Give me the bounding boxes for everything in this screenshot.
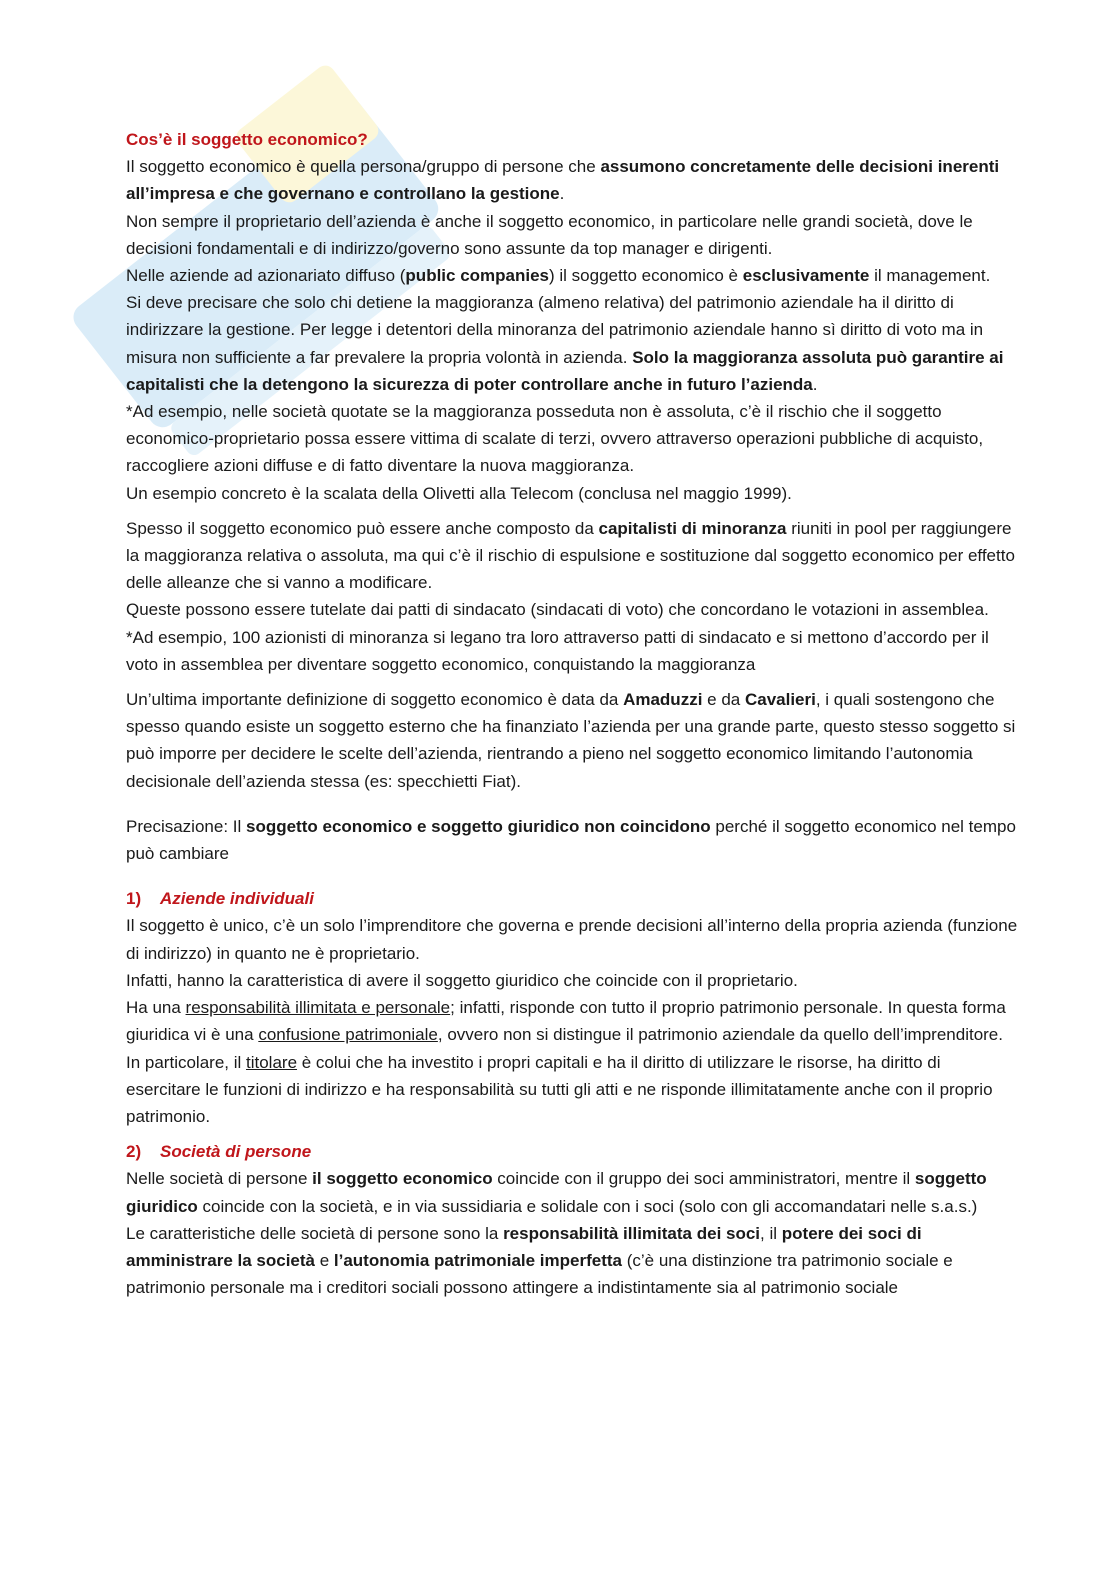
page-title: Cos’è il soggetto economico?: [126, 130, 368, 149]
paragraph-titolare: [126, 1049, 1018, 1131]
paragraph-example-shareholders: *Ad esempio, 100 azionisti di minoranza si legano tra loro attraverso patti di sindacato e si mettono d’accordo per il voto in assemblea per diventare soggetto economico, conquistando la maggioranza: [126, 627, 989, 674]
text-span: il management.: [869, 266, 991, 286]
paragraph-syndicate: Queste possono essere tutelate dai patti di sindacato (sindacati di voto) che concordano le votazioni in assemblea.: [126, 600, 989, 620]
text-span: Spesso il soggetto economico può essere anche composto da: [126, 518, 599, 538]
text-span: .: [812, 374, 818, 394]
text-span: Si deve precisare che solo chi detiene la maggioranza (almeno relativa) del patrimonio aziendale ha il diritto di indirizzare la gestione. Per legge i detentori della minoranza del patrimonio aziendale hanno sì diritto di voto ma in misura non sufficiente a far prevalere la propria volontà in azienda.: [126, 293, 984, 367]
text-span: Le caratteristiche delle società di persone sono la: [126, 1223, 504, 1243]
text-span: perché il soggetto economico nel tempo può cambiare: [126, 816, 1016, 864]
section-number: 2): [126, 1142, 142, 1162]
text-span: , i quali sostengono che spesso quando esiste un soggetto esterno che ha finanziato l’azienda per una grande parte, questo stesso soggetto si può imporre per decidere le scelte dell’azienda, rientrando a pieno nel soggetto economico limitando l’autonomia decisionale dell’azienda stessa (es: specchietti Fiat).: [126, 690, 1016, 791]
paragraph-amaduzzi-cavalieri: [126, 686, 1018, 795]
document-content: [126, 126, 1018, 1301]
section-title: Società di persone: [160, 1142, 312, 1162]
text-span: coincide con la società, e in via sussidiaria e solidale con i soci (solo con gli accomandatari nelle s.a.s.): [197, 1196, 978, 1216]
text-span: ) il soggetto economico è: [549, 266, 743, 286]
bold-text: capitalisti di minoranza: [598, 518, 787, 538]
paragraph-sole-owner: Il soggetto è unico, c’è un solo l’imprenditore che governa e prende decisioni all’interno della propria azienda (funzione di indirizzo) in quanto ne è proprietario.: [126, 916, 1018, 963]
text-span: , ovvero non si distingue il patrimonio aziendale da quello dell’imprenditore.: [437, 1025, 1003, 1045]
text-span: (c’è una distinzione tra patrimonio sociale e patrimonio personale ma i creditori sociali possono attingere a indistintamente sia al patrimonio sociale: [126, 1250, 953, 1298]
paragraph-ownership: Non sempre il proprietario dell’azienda è anche il soggetto economico, in particolare nelle grandi società, dove le decisioni fondamentali e di indirizzo/governo sono assunte da top manager e dirigenti.: [126, 211, 973, 258]
underlined-text: titolare: [246, 1052, 298, 1072]
paragraph-precisazione: [126, 813, 1018, 867]
bold-text: potere dei soci di amministrare la società: [126, 1223, 922, 1270]
text-span: è colui che ha investito i propri capitali e ha il diritto di utilizzare le risorse, ha diritto di esercitare le funzioni di indirizzo e ha responsabilità su tutti gli atti e ne risponde illimitatamente anche con il proprio patrimonio.: [126, 1052, 993, 1126]
text-span: , il: [760, 1223, 782, 1243]
text-span: Un’ultima importante definizione di soggetto economico è data da: [126, 690, 624, 710]
text-span: Ha una: [126, 998, 186, 1018]
text-span: riuniti in pool per raggiungere la maggioranza relativa o assoluta, ma qui c’è il rischio di espulsione e sostituzione dal soggetto economico per effetto delle alleanze che si vanno a modificare.: [126, 518, 1015, 593]
text-span: e da: [702, 690, 745, 710]
section-heading-societa-di-persone: [126, 1138, 1018, 1165]
bold-text: l’autonomia patrimoniale imperfetta: [333, 1250, 622, 1270]
paragraph-liability: [126, 994, 1018, 1048]
text-span: .: [559, 184, 565, 204]
text-span: In particolare, il: [126, 1052, 246, 1072]
text-span: e: [314, 1250, 334, 1270]
bold-text: assumono concretamente delle decisioni inerenti all’impresa e che governano e controllano la gestione: [126, 157, 1000, 204]
paragraph-public-companies: [126, 262, 1018, 289]
underlined-text: responsabilità illimitata e personale: [185, 998, 451, 1018]
paragraph-caratteristiche: [126, 1220, 1018, 1302]
paragraph-example-olivetti: Un esempio concreto è la scalata della Olivetti alla Telecom (conclusa nel maggio 1999).: [126, 483, 792, 503]
text-span: Il soggetto economico è quella persona/gruppo di persone che: [126, 157, 601, 177]
section-heading-aziende-individuali: [126, 885, 1018, 912]
bold-text: responsabilità illimitata dei soci: [503, 1223, 761, 1243]
underlined-text: confusione patrimoniale: [258, 1025, 438, 1045]
paragraph-definition: [126, 153, 1018, 207]
text-span: coincide con il gruppo dei soci amministratori, mentre il: [492, 1169, 915, 1189]
bold-text: esclusivamente: [742, 266, 870, 286]
section-number: 1): [126, 889, 142, 909]
text-span: ; infatti, risponde con tutto il proprio patrimonio personale. In questa forma giuridica vi è una: [126, 998, 1006, 1045]
text-span: Precisazione: Il: [126, 816, 246, 836]
bold-text: soggetto economico e soggetto giuridico non coincidono: [246, 816, 711, 836]
paragraph-minority-pool: [126, 515, 1018, 597]
paragraph-example-listed: *Ad esempio, nelle società quotate se la maggioranza posseduta non è assoluta, c’è il rischio che il soggetto economico-proprietario possa essere vittima di scalate di terzi, ovvero attraverso operazioni pubbliche di acquisto, raccogliere azioni diffuse e di fatto diventare la nuova maggioranza.: [126, 402, 984, 476]
text-span: Nelle società di persone: [126, 1169, 313, 1189]
bold-text: Amaduzzi: [623, 690, 703, 710]
paragraph-majority: [126, 289, 1018, 398]
section-title: Aziende individuali: [160, 889, 314, 909]
text-span: Nelle aziende ad azionariato diffuso (: [126, 266, 406, 286]
bold-text: Cavalieri: [744, 690, 816, 710]
bold-text: soggetto giuridico: [126, 1169, 987, 1216]
bold-text: Solo la maggioranza assoluta può garantire ai capitalisti che la detengono la sicurezza di poter controllare anche in futuro l’azienda: [126, 347, 1004, 394]
paragraph-legal-subject: Infatti, hanno la caratteristica di avere il soggetto giuridico che coincide con il proprietario.: [126, 970, 798, 990]
bold-text: public companies: [405, 266, 550, 286]
paragraph-soci-amministratori: [126, 1165, 1018, 1219]
bold-text: il soggetto economico: [312, 1169, 493, 1189]
